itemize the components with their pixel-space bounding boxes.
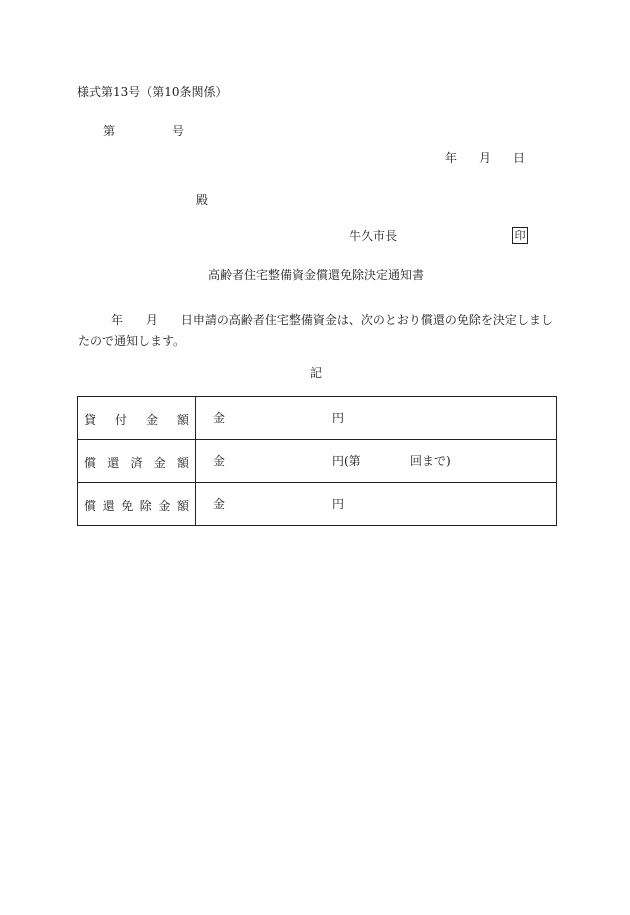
yen-mark: 円 xyxy=(332,454,345,468)
label-char: 額 xyxy=(176,499,189,513)
label-char: 額 xyxy=(176,413,189,427)
label-char: 還 xyxy=(107,456,120,470)
kin-mark: 金 xyxy=(213,454,226,468)
label-char: 償 xyxy=(84,456,97,470)
row-value-cell xyxy=(196,483,557,526)
document-number-suffix: 号 xyxy=(172,124,185,138)
form-number: 様式第13号（第10条関係） xyxy=(77,85,228,99)
label-char: 貸 xyxy=(84,413,97,427)
row-label-cell xyxy=(78,440,196,483)
kin-mark: 金 xyxy=(213,497,226,511)
body-text xyxy=(78,310,558,352)
label-char: 付 xyxy=(114,413,127,427)
date-month: 月 xyxy=(479,151,492,165)
row-value-cell xyxy=(196,397,557,440)
details-table xyxy=(77,396,557,526)
issue-date xyxy=(445,151,525,165)
label-char: 免 xyxy=(121,499,134,513)
row-label-cell xyxy=(78,483,196,526)
label-char: 額 xyxy=(176,456,189,470)
label-char: 済 xyxy=(130,456,143,470)
sender: 牛久市長 xyxy=(349,229,398,243)
installment-open: (第 xyxy=(344,454,361,468)
date-day: 日 xyxy=(513,151,526,165)
label-char: 金 xyxy=(145,413,158,427)
label-char: 金 xyxy=(158,499,171,513)
body-year: 年 xyxy=(111,313,124,327)
row-label xyxy=(84,497,189,514)
document-title: 高齢者住宅整備資金償還免除決定通知書 xyxy=(208,268,425,282)
body-month: 月 xyxy=(145,313,158,327)
row-label xyxy=(84,411,189,428)
row-value-cell xyxy=(196,440,557,483)
table-row xyxy=(78,483,557,526)
installment-close: 回まで) xyxy=(410,454,451,468)
ki-heading: 記 xyxy=(310,366,323,380)
date-year: 年 xyxy=(445,151,458,165)
document-number-prefix: 第 xyxy=(103,124,116,138)
label-char: 還 xyxy=(102,499,115,513)
yen-mark: 円 xyxy=(332,497,345,511)
body-sentence: 日申請の高齢者住宅整備資金は、次のとおり償還の免除を決定しましたので通知します。 xyxy=(78,313,553,348)
yen-mark: 円 xyxy=(332,411,345,425)
kin-mark: 金 xyxy=(213,411,226,425)
label-char: 金 xyxy=(153,456,166,470)
seal-mark: 印 xyxy=(512,227,528,244)
label-char: 除 xyxy=(139,499,152,513)
addressee: 殿 xyxy=(196,193,209,207)
table-row xyxy=(78,440,557,483)
table-row xyxy=(78,397,557,440)
row-label-cell xyxy=(78,397,196,440)
label-char: 償 xyxy=(84,499,97,513)
row-label xyxy=(84,454,189,471)
